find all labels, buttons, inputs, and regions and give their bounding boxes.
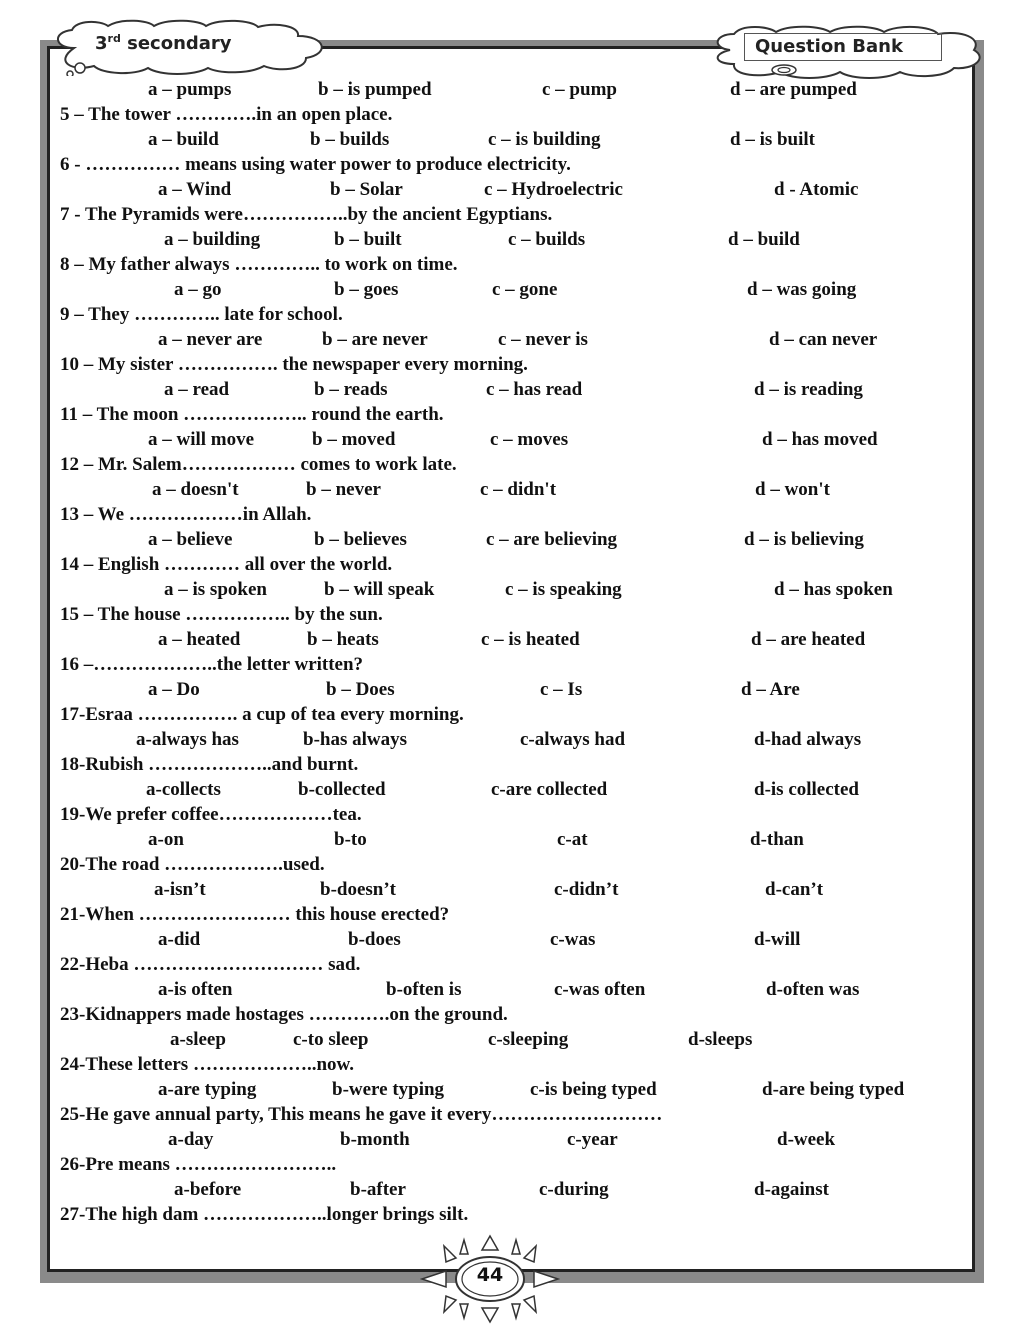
options-row <box>60 327 960 352</box>
option-c[interactable]: c – Hydroelectric <box>484 179 623 200</box>
option-d[interactable]: d-are being typed <box>762 1079 905 1100</box>
question-text: 7 - The Pyramids were……………..by the ancient Egyptians. <box>60 204 553 225</box>
option-a[interactable]: a-collects <box>146 779 221 800</box>
option-b[interactable]: b – Does <box>326 679 395 700</box>
option-d[interactable]: d – has moved <box>762 429 878 450</box>
question-text: 17-Esraa ……………. a cup of tea every morning. <box>60 704 464 725</box>
options-row <box>60 377 960 402</box>
option-a[interactable]: a – build <box>148 129 219 150</box>
option-d[interactable]: d – is believing <box>744 529 864 550</box>
option-c[interactable]: c-didn’t <box>554 879 619 900</box>
option-a[interactable]: a – is spoken <box>164 579 267 600</box>
question-text: 23-Kidnappers made hostages ………….on the ground. <box>60 1004 508 1025</box>
question-row <box>60 252 960 277</box>
option-c[interactable]: c – builds <box>508 229 586 250</box>
option-b[interactable]: b – believes <box>314 529 407 550</box>
option-d[interactable]: d – won't <box>755 479 830 500</box>
option-d[interactable]: d – was going <box>747 279 857 300</box>
question-text: 15 – The house …………….. by the sun. <box>60 604 383 625</box>
question-text: 9 – They ………….. late for school. <box>60 304 343 325</box>
options-row <box>60 77 960 102</box>
question-row <box>60 402 960 427</box>
option-c[interactable]: c – is heated <box>481 629 580 650</box>
option-c[interactable]: c – is building <box>488 129 601 150</box>
options-row <box>60 277 960 302</box>
options-row <box>60 677 960 702</box>
option-b[interactable]: b-month <box>340 1129 410 1150</box>
question-row <box>60 552 960 577</box>
options-row <box>60 1077 960 1102</box>
option-a[interactable]: a – pumps <box>148 79 232 100</box>
question-row <box>60 102 960 127</box>
option-a[interactable]: a-day <box>168 1129 214 1150</box>
option-b[interactable]: b – built <box>334 229 402 250</box>
question-row <box>60 1102 960 1127</box>
question-row <box>60 952 960 977</box>
option-c[interactable]: c-was often <box>554 979 646 1000</box>
question-row <box>60 802 960 827</box>
options-row <box>60 477 960 502</box>
question-row <box>60 1152 960 1177</box>
option-b[interactable]: b-often is <box>386 979 462 1000</box>
option-b[interactable]: b – reads <box>314 379 388 400</box>
option-d[interactable]: d – are heated <box>751 629 866 650</box>
question-text: 13 – We ………………in Allah. <box>60 504 312 525</box>
option-c[interactable]: c – never is <box>498 329 588 350</box>
option-d[interactable]: d-against <box>754 1179 829 1200</box>
options-row <box>60 927 960 952</box>
option-c[interactable]: c-year <box>567 1129 618 1150</box>
question-row <box>60 452 960 477</box>
option-a[interactable]: a – Wind <box>158 179 232 200</box>
question-text: 22-Heba ………………………… sad. <box>60 954 361 975</box>
question-row <box>60 202 960 227</box>
question-text: 19-We prefer coffee………………tea. <box>60 804 362 825</box>
question-text: 5 – The tower ………….in an open place. <box>60 104 393 125</box>
option-c[interactable]: c – is speaking <box>505 579 622 600</box>
option-a[interactable]: a-always has <box>136 729 239 750</box>
option-b[interactable]: b-to <box>334 829 367 850</box>
option-d[interactable]: d – Are <box>741 679 800 700</box>
option-d[interactable]: d – are pumped <box>730 79 857 100</box>
option-a[interactable]: a-sleep <box>170 1029 226 1050</box>
question-row <box>60 502 960 527</box>
option-a[interactable]: a-isn’t <box>154 879 206 900</box>
option-d[interactable]: d-is collected <box>754 779 860 800</box>
question-row <box>60 352 960 377</box>
options-row <box>60 577 960 602</box>
options-row <box>60 177 960 202</box>
option-d[interactable]: d – build <box>728 229 800 250</box>
option-d[interactable]: d-had always <box>754 729 862 750</box>
option-c[interactable]: c – pump <box>542 79 617 100</box>
option-c[interactable]: c – has read <box>486 379 583 400</box>
options-row <box>60 727 960 752</box>
option-d[interactable]: d-often was <box>766 979 860 1000</box>
option-b[interactable]: b – never <box>306 479 381 500</box>
question-row <box>60 702 960 727</box>
options-row <box>60 977 960 1002</box>
option-d[interactable]: d-sleeps <box>688 1029 753 1050</box>
options-row <box>60 527 960 552</box>
question-text: 20-The road ……………….used. <box>60 854 325 875</box>
option-d[interactable]: d – is built <box>730 129 816 150</box>
question-row <box>60 652 960 677</box>
option-b[interactable]: b-doesn’t <box>320 879 397 900</box>
question-text: 27-The high dam ………………..longer brings silt. <box>60 1204 469 1225</box>
option-c[interactable]: c-was <box>550 929 596 950</box>
question-text: 8 – My father always ………….. to work on time. <box>60 254 458 275</box>
option-a[interactable]: a – heated <box>158 629 241 650</box>
option-d[interactable]: d-can’t <box>765 879 824 900</box>
options-row <box>60 1127 960 1152</box>
option-c[interactable]: c – Is <box>540 679 583 700</box>
question-row <box>60 602 960 627</box>
option-b[interactable]: b – moved <box>312 429 396 450</box>
question-text: 21-When …………………… this house erected? <box>60 904 450 925</box>
option-d[interactable]: d – is reading <box>754 379 863 400</box>
option-d[interactable]: d-week <box>777 1129 836 1150</box>
option-b[interactable]: b-after <box>350 1179 406 1200</box>
option-b[interactable]: b – Solar <box>330 179 403 200</box>
options-row <box>60 427 960 452</box>
question-row <box>60 1202 960 1227</box>
option-a[interactable]: a – go <box>174 279 222 300</box>
option-b[interactable]: b – will speak <box>324 579 435 600</box>
option-c[interactable]: c-at <box>557 829 588 850</box>
question-text: 16 –………………..the letter written? <box>60 654 364 675</box>
option-a[interactable]: a – Do <box>148 679 200 700</box>
option-c[interactable]: c – didn't <box>480 479 557 500</box>
option-c[interactable]: c-during <box>539 1179 609 1200</box>
option-b[interactable]: b-were typing <box>332 1079 445 1100</box>
option-b[interactable]: b – are never <box>322 329 428 350</box>
option-d[interactable]: d – has spoken <box>774 579 893 600</box>
question-text: 10 – My sister ……………. the newspaper every morning. <box>60 354 528 375</box>
question-text: 25-He gave annual party, This means he gave it every……………………… <box>60 1104 663 1125</box>
option-d[interactable]: d-will <box>754 929 801 950</box>
option-b[interactable]: c-to sleep <box>293 1029 369 1050</box>
option-b[interactable]: b-does <box>348 929 401 950</box>
option-a[interactable]: a – believe <box>148 529 233 550</box>
option-b[interactable]: b-collected <box>298 779 386 800</box>
options-row <box>60 627 960 652</box>
question-text: 12 – Mr. Salem……………… comes to work late. <box>60 454 457 475</box>
option-a[interactable]: a – building <box>164 229 261 250</box>
question-row <box>60 1002 960 1027</box>
option-a[interactable]: a-are typing <box>158 1079 257 1100</box>
page-number: 44 <box>476 1264 504 1286</box>
option-b[interactable]: b – is pumped <box>318 79 432 100</box>
options-row <box>60 827 960 852</box>
options-row <box>60 777 960 802</box>
question-bank-label: Question Bank <box>755 36 903 57</box>
option-c[interactable]: c-is being typed <box>530 1079 657 1100</box>
option-a[interactable]: a – will move <box>148 429 255 450</box>
option-d[interactable]: d – can never <box>769 329 878 350</box>
option-b[interactable]: b – heats <box>307 629 379 650</box>
question-row <box>60 152 960 177</box>
option-a[interactable]: a – doesn't <box>152 479 239 500</box>
option-b[interactable]: b – builds <box>310 129 390 150</box>
option-d[interactable]: d-than <box>750 829 804 850</box>
grade-label: 3rd secondary <box>95 32 232 54</box>
option-a[interactable]: a-before <box>174 1179 242 1200</box>
option-a[interactable]: a-on <box>148 829 184 850</box>
question-row <box>60 1052 960 1077</box>
option-c[interactable]: c-are collected <box>491 779 608 800</box>
options-row <box>60 227 960 252</box>
question-list <box>60 77 960 1227</box>
question-text: 11 – The moon ……………….. round the earth. <box>60 404 444 425</box>
option-a[interactable]: a-is often <box>158 979 233 1000</box>
question-text: 14 – English ………… all over the world. <box>60 554 393 575</box>
question-text: 6 - …………… means using water power to produce electricity. <box>60 154 571 175</box>
options-row <box>60 1027 960 1052</box>
option-c[interactable]: c – gone <box>492 279 558 300</box>
question-row <box>60 902 960 927</box>
option-c[interactable]: c-sleeping <box>488 1029 569 1050</box>
question-text: 24-These letters ………………..now. <box>60 1054 354 1075</box>
option-a[interactable]: a – never are <box>158 329 263 350</box>
options-row <box>60 127 960 152</box>
option-c[interactable]: c-always had <box>520 729 626 750</box>
option-b[interactable]: b-has always <box>303 729 407 750</box>
question-text: 26-Pre means …………………….. <box>60 1154 337 1175</box>
option-b[interactable]: b – goes <box>334 279 399 300</box>
options-row <box>60 1177 960 1202</box>
option-c[interactable]: c – moves <box>490 429 569 450</box>
option-a[interactable]: a-did <box>158 929 201 950</box>
question-text: 18-Rubish ………………..and burnt. <box>60 754 359 775</box>
option-a[interactable]: a – read <box>164 379 230 400</box>
question-row <box>60 752 960 777</box>
option-c[interactable]: c – are believing <box>486 529 618 550</box>
options-row <box>60 877 960 902</box>
question-row <box>60 852 960 877</box>
question-row <box>60 302 960 327</box>
option-d[interactable]: d - Atomic <box>774 179 859 200</box>
